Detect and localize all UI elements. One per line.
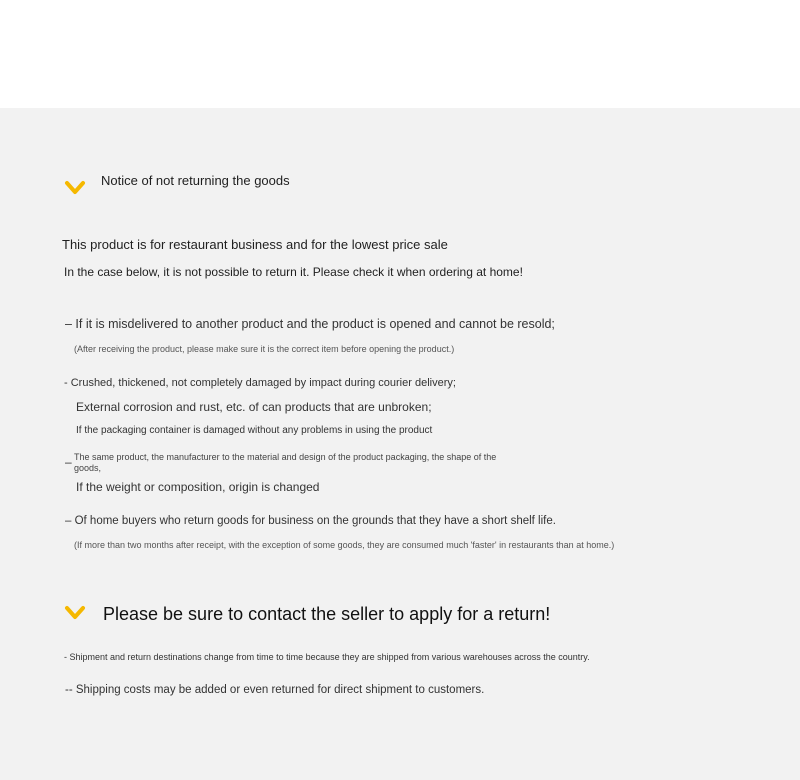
chevron-down-icon xyxy=(64,180,86,196)
notice-panel xyxy=(0,108,800,780)
section-heading-no-return: Notice of not returning the goods xyxy=(101,173,290,188)
condition-crushed: - Crushed, thickened, not completely damaged by impact during courier delivery; xyxy=(64,377,456,389)
section-heading-contact-seller: Please be sure to contact the seller to apply for a return! xyxy=(103,604,551,624)
condition-same-product-dash: – xyxy=(65,455,72,469)
intro-line-2: In the case below, it is not possible to return it. Please check it when ordering at home! xyxy=(64,265,523,279)
chevron-down-icon xyxy=(64,605,86,621)
condition-weight-changed: If the weight or composition, origin is changed xyxy=(76,480,320,494)
top-blank-area xyxy=(0,0,800,108)
condition-misdelivered: – If it is misdelivered to another product and the product is opened and cannot be resold; xyxy=(65,317,555,331)
shipment-destination-note: - Shipment and return destinations change from time to time because they are shipped from various warehouses across the country. xyxy=(64,652,590,662)
intro-line-1: This product is for restaurant business and for the lowest price sale xyxy=(62,237,448,252)
condition-corrosion: External corrosion and rust, etc. of can products that are unbroken; xyxy=(76,400,432,414)
condition-short-shelf-life-note: (If more than two months after receipt, with the exception of some goods, they are consumed much 'faster' in restaurants than at home.) xyxy=(74,540,615,550)
condition-short-shelf-life: – Of home buyers who return goods for business on the grounds that they have a short shelf life. xyxy=(65,515,556,527)
condition-misdelivered-note: (After receiving the product, please make sure it is the correct item before opening the product.) xyxy=(74,344,455,354)
condition-same-product: The same product, the manufacturer to the material and design of the product packaging, the shape of the goods, xyxy=(74,452,497,473)
condition-packaging-damaged: If the packaging container is damaged without any problems in using the product xyxy=(76,425,433,436)
shipping-cost-note: -- Shipping costs may be added or even returned for direct shipment to customers. xyxy=(65,684,485,696)
